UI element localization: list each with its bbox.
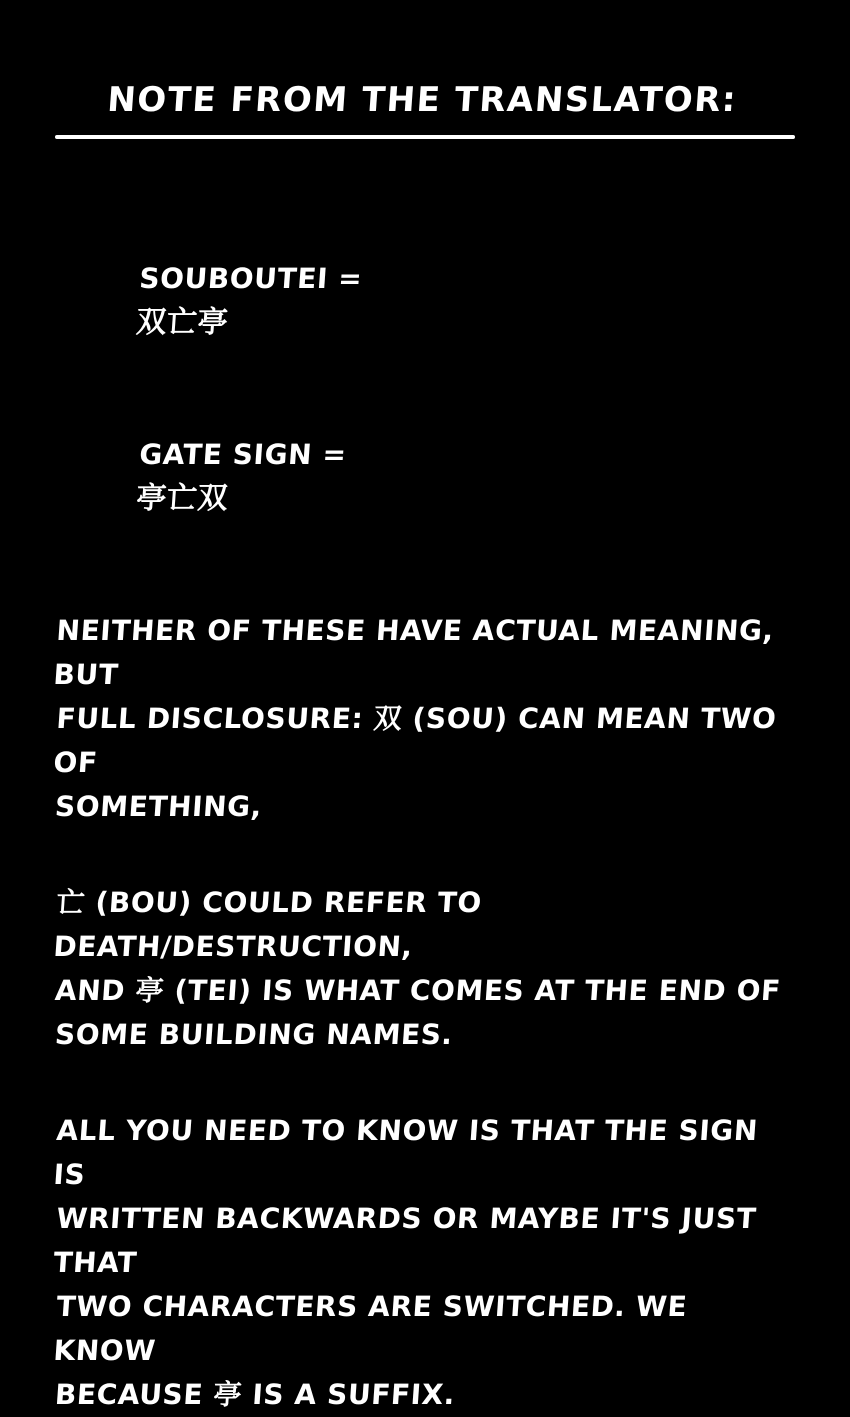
paragraph-line: TWO CHARACTERS ARE SWITCHED. WE KNOW — [52, 1290, 699, 1368]
paragraph-character-breakdown — [52, 881, 795, 1057]
paragraph-line: SOMETHING, — [53, 790, 264, 824]
page-title: NOTE FROM THE TRANSLATOR: — [105, 80, 739, 120]
paragraph-line: SOME BUILDING NAMES. — [53, 1018, 454, 1052]
glossary-row — [49, 213, 801, 389]
glossary-value: 双亡亭 — [135, 305, 230, 341]
glossary-list — [55, 213, 795, 565]
paragraph-line: WRITTEN BACKWARDS OR MAYBE IT'S JUST THAT — [52, 1202, 768, 1280]
paragraph-conclusion — [52, 1109, 795, 1417]
paragraph-line: BECAUSE 亭 IS A SUFFIX. — [53, 1378, 457, 1412]
paragraph-line: AND 亭 (TEI) IS WHAT COMES AT THE END OF — [53, 974, 782, 1008]
paragraph-meaning-note — [52, 609, 795, 829]
paragraph-line: NEITHER OF THESE HAVE ACTUAL MEANING, BUT — [52, 614, 786, 692]
glossary-term: SOUBOUTEI = — [138, 262, 364, 296]
glossary-row — [49, 389, 801, 565]
paragraph-line: FULL DISCLOSURE: 双 (SOU) CAN MEAN TWO OF — [52, 702, 788, 780]
paragraph-line: 亡 (BOU) COULD REFER TO DEATH/DESTRUCTION, — [52, 886, 494, 964]
title-divider — [55, 135, 795, 139]
glossary-value: 亭亡双 — [135, 481, 230, 517]
note-body — [52, 213, 795, 1417]
glossary-term: GATE SIGN = — [138, 438, 348, 472]
paragraph-line: ALL YOU NEED TO KNOW IS THAT THE SIGN IS — [52, 1114, 770, 1192]
